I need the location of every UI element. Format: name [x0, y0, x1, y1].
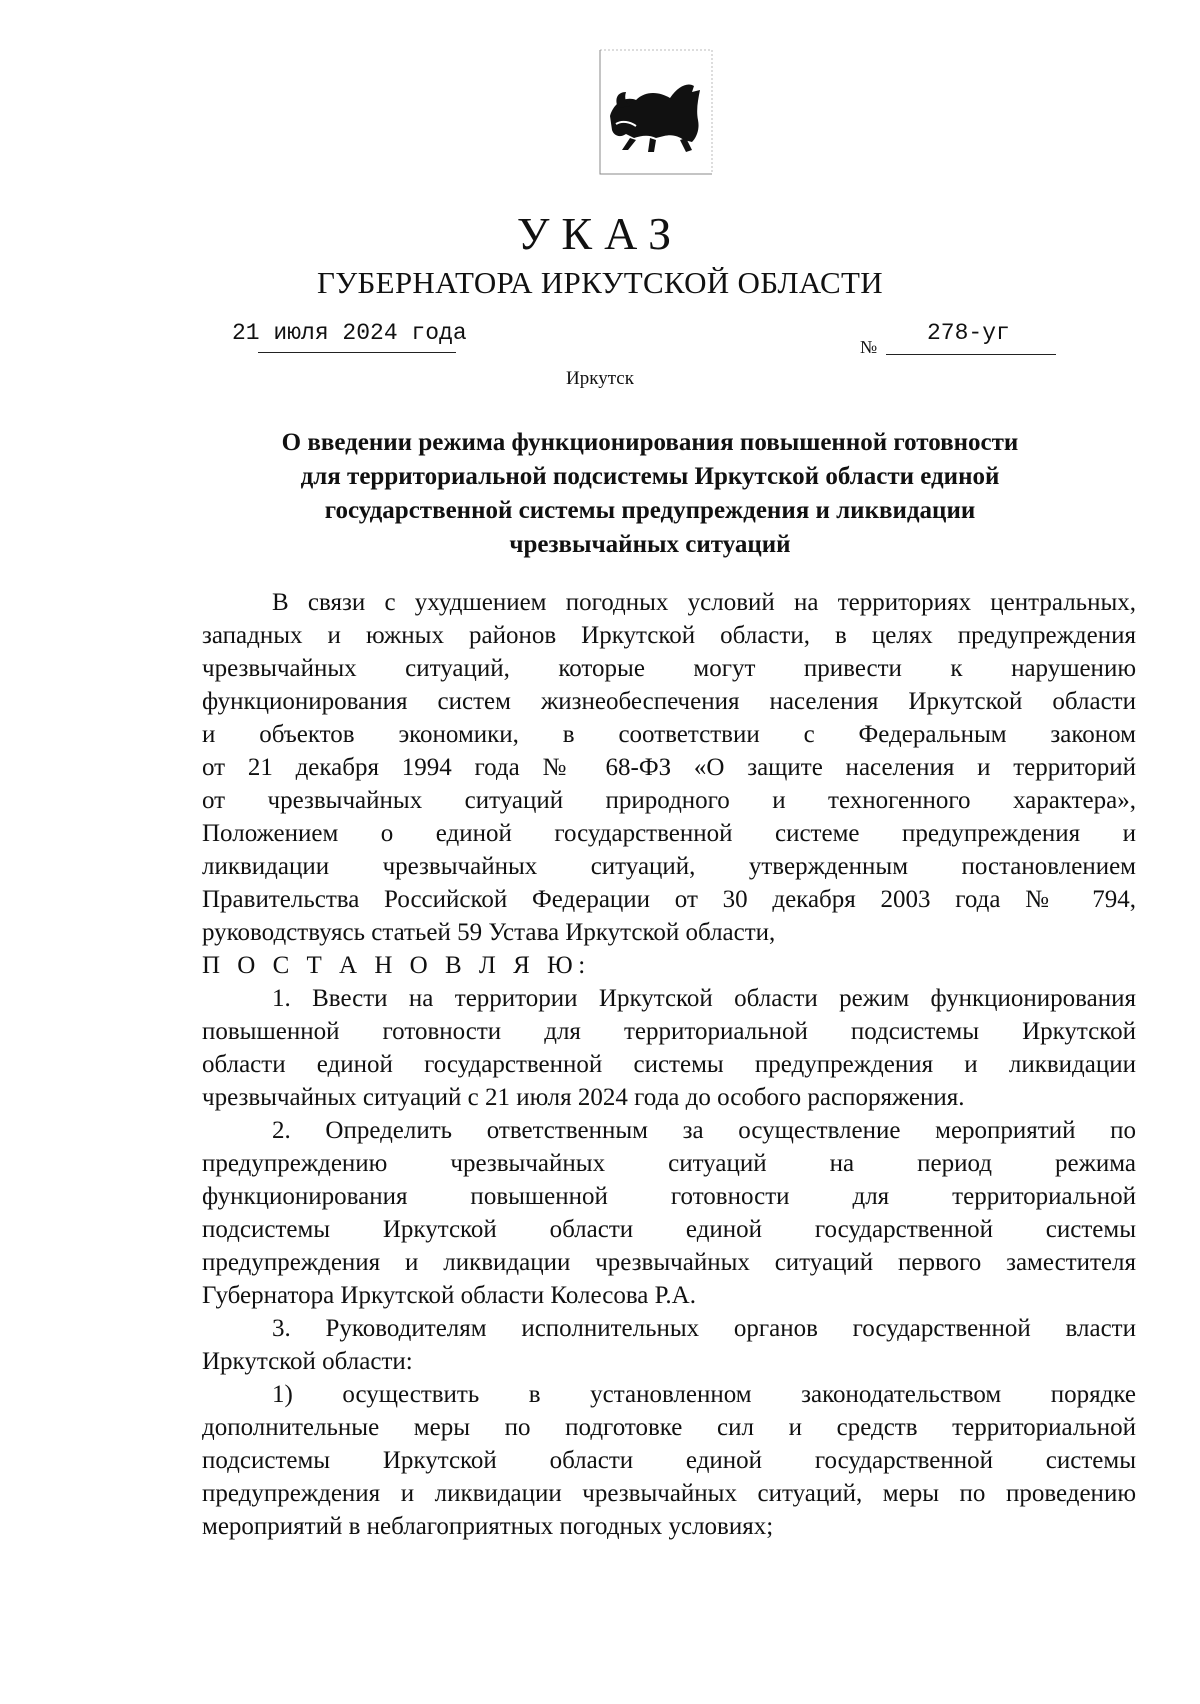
heading-line: чрезвычайных ситуаций [509, 531, 791, 558]
body-line: повышенной готовности для территориальной подсистемы Иркутской [202, 1018, 1136, 1045]
body-line: 1. Ввести на территории Иркутской области режим функционирования [272, 985, 1136, 1012]
body-line: Губернатора Иркутской области Колесова Р.А. [202, 1282, 696, 1309]
resolution-word: П О С Т А Н О В Л Я Ю: [202, 952, 591, 979]
body-line: от чрезвычайных ситуаций природного и техногенного характера», [202, 787, 1136, 814]
body-line: чрезвычайных ситуаций с 21 июля 2024 года до особого распоряжения. [202, 1084, 965, 1111]
body-line: от 21 декабря 1994 года № 68-ФЗ «О защите населения и территорий [202, 754, 1136, 781]
heading-line: для территориальной подсистемы Иркутской области единой [300, 463, 1000, 490]
body-line: ликвидации чрезвычайных ситуаций, утвержденным постановлением [202, 853, 1136, 880]
body-line: Положением о единой государственной системе предупреждения и [202, 820, 1136, 847]
document-subtitle: ГУБЕРНАТОРА ИРКУТСКОЙ ОБЛАСТИ [317, 265, 883, 300]
body-line: Правительства Российской Федерации от 30 декабря 2003 года № 794, [202, 886, 1136, 913]
body-line: функционирования повышенной готовности для территориальной [202, 1183, 1136, 1210]
city-name: Иркутск [566, 368, 634, 389]
body-line: подсистемы Иркутской области единой государственной системы [202, 1447, 1136, 1474]
body-line: Иркутской области: [202, 1348, 413, 1375]
body-line: области единой государственной системы предупреждения и ликвидации [202, 1051, 1136, 1078]
date-underline [258, 352, 456, 353]
heading-line: государственной системы предупреждения и ликвидации [324, 497, 976, 524]
body-line: 2. Определить ответственным за осуществление мероприятий по [272, 1117, 1136, 1144]
number-underline [886, 354, 1056, 355]
body-line: предупреждения и ликвидации чрезвычайных ситуаций первого заместителя [202, 1249, 1136, 1276]
body-line: В связи с ухудшением погодных условий на территориях центральных, [272, 589, 1136, 616]
number-sign: № [860, 337, 878, 357]
decree-heading [200, 426, 1100, 562]
body-line: чрезвычайных ситуаций, которые могут привести к нарушению [202, 655, 1136, 682]
body-line: предупреждения и ликвидации чрезвычайных ситуаций, меры по проведению [202, 1480, 1136, 1507]
coat-of-arms-icon [596, 46, 716, 180]
decree-body [202, 586, 1136, 1543]
body-line: руководствуясь статьей 59 Устава Иркутской области, [202, 919, 776, 946]
decree-date: 21 июля 2024 года [232, 320, 467, 346]
body-line: и объектов экономики, в соответствии с Федеральным законом [202, 721, 1136, 748]
body-line: дополнительные меры по подготовке сил и средств территориальной [202, 1414, 1136, 1441]
body-line: предупреждению чрезвычайных ситуаций на период режима [202, 1150, 1136, 1177]
body-line: западных и южных районов Иркутской области, в целях предупреждения [202, 622, 1136, 649]
body-line: 1) осуществить в установленном законодательством порядке [272, 1381, 1136, 1408]
heading-line: О введении режима функционирования повышенной готовности [281, 429, 1019, 456]
body-line: подсистемы Иркутской области единой государственной системы [202, 1216, 1136, 1243]
body-line: мероприятий в неблагоприятных погодных условиях; [202, 1513, 774, 1540]
body-line: 3. Руководителям исполнительных органов государственной власти [272, 1315, 1136, 1342]
document-title: УКАЗ [516, 208, 684, 259]
decree-number: 278-уг [927, 320, 1010, 346]
body-line: функционирования систем жизнеобеспечения населения Иркутской области [202, 688, 1136, 715]
